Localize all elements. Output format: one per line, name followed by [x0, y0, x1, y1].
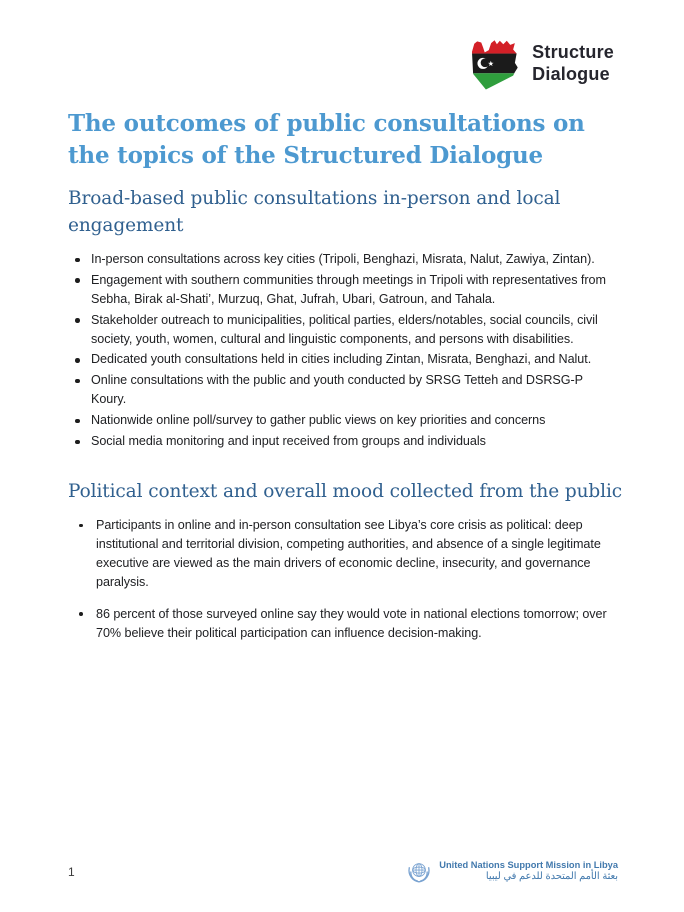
- unsmil-name-english: United Nations Support Mission in Libya: [439, 859, 618, 870]
- list-item: Online consultations with the public and youth conducted by SRSG Tetteh and DSRSG-P Koury.: [68, 371, 614, 409]
- page-footer: [68, 858, 618, 886]
- unsmil-footer-logo: [405, 858, 618, 886]
- political-context-bullet-list: [68, 516, 614, 642]
- list-item: Dedicated youth consultations held in cities including Zintan, Misrata, Benghazi, and Nalut.: [68, 350, 614, 369]
- list-item: Nationwide online poll/survey to gather public views on key priorities and concerns: [68, 411, 614, 430]
- structure-dialogue-logo: [465, 37, 614, 91]
- page-number: 1: [68, 865, 75, 879]
- list-item: 86 percent of those surveyed online say they would vote in national elections tomorrow; over 70% believe their political participation can influence decision-making.: [68, 605, 614, 643]
- consultations-bullet-list: [68, 250, 614, 451]
- list-item: Engagement with southern communities through meetings in Tripoli with representatives from Sebha, Birak al-Shati’, Murzuq, Ghat, Jufrah, Ubari, Gatroun, and Tahala.: [68, 271, 614, 309]
- un-emblem-icon: [405, 858, 433, 886]
- libya-flag-map-icon: [465, 37, 523, 91]
- logo-word-structure: Structure: [532, 42, 614, 63]
- list-item: Social media monitoring and input received from groups and individuals: [68, 432, 614, 451]
- section-political-context: [68, 479, 623, 643]
- section-heading-consultations: Broad-based public consultations in-person and local engagement: [68, 188, 561, 236]
- page-title: The outcomes of public consultations on the topics of the Structured Dialogue: [68, 110, 585, 169]
- section-consultations: [68, 186, 614, 450]
- list-item: Stakeholder outreach to municipalities, political parties, elders/notables, social councils, civil society, youth, women, cultural and linguistic components, and persons with disabilities.: [68, 311, 614, 349]
- list-item: Participants in online and in-person consultation see Libya’s core crisis as political: deep institutional and territorial division, competing authorities, and absence of a single legitimate executive are viewed as the main drivers of economic decline, insecurity, and governance paralysis.: [68, 516, 614, 592]
- document-body: [68, 108, 623, 656]
- unsmil-name-arabic: بعثة الأمم المتحدة للدعم في ليبيا: [485, 871, 618, 883]
- section-heading-political-context: Political context and overall mood collected from the public: [68, 480, 623, 502]
- logo-word-dialogue: Dialogue: [532, 64, 610, 84]
- logo-wordmark: [532, 42, 614, 86]
- unsmil-footer-text: [439, 860, 618, 884]
- list-item: In-person consultations across key cities (Tripoli, Benghazi, Misrata, Nalut, Zawiya, Zintan).: [68, 250, 614, 269]
